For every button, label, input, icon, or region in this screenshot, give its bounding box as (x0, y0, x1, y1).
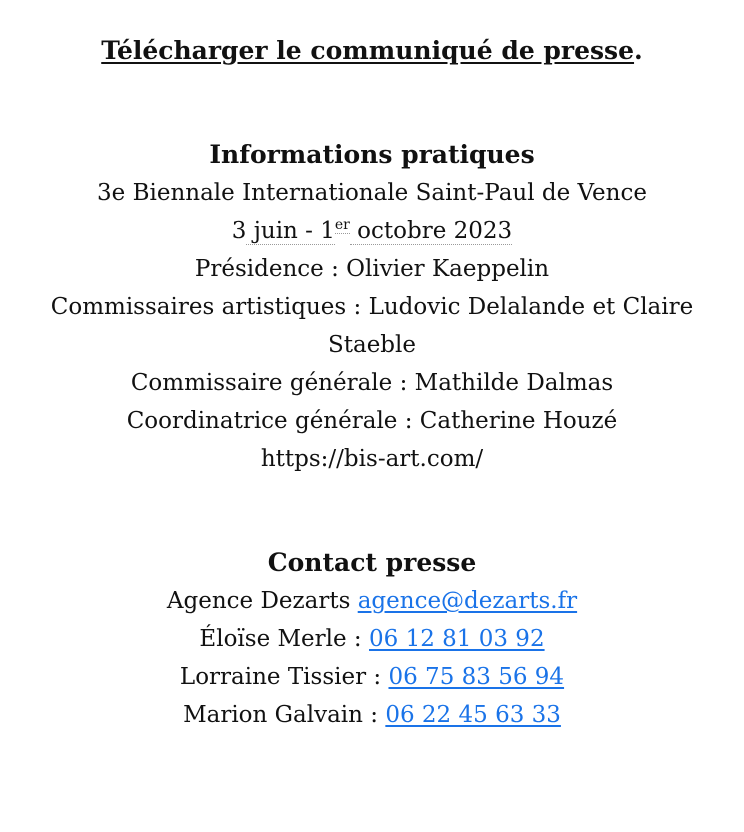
contact-phone-link[interactable]: 06 75 83 56 94 (388, 664, 565, 690)
contact-person-line (0, 696, 744, 734)
dates-middle: juin - 1 (246, 218, 335, 244)
website-line: https://bis-art.com/ (260, 446, 484, 472)
agency-email-link[interactable]: agence@dezarts.fr (357, 588, 578, 614)
edition-line: 3e Biennale Internationale Saint-Paul de Vence (97, 180, 647, 206)
download-line (0, 30, 744, 72)
agency-line (0, 582, 744, 620)
dates-ordinal: er (334, 217, 350, 234)
contact-person-line (0, 658, 744, 696)
curators-line: Commissaires artistiques : Ludovic Delalande et Claire Staeble (50, 294, 694, 358)
dates-start: 3 (231, 218, 247, 244)
contact-person-label: Lorraine Tissier : (179, 664, 389, 690)
download-press-release-link[interactable]: Télécharger le communiqué de presse (101, 36, 635, 65)
contact-person-line (0, 620, 744, 658)
press-contact-title: Contact presse (267, 548, 477, 577)
dates-line (0, 212, 744, 250)
coordinator-line: Coordinatrice générale : Catherine Houzé (126, 408, 618, 434)
practical-info-section (0, 136, 744, 478)
download-suffix: . (634, 36, 643, 65)
contact-phone-link[interactable]: 06 22 45 63 33 (385, 702, 561, 728)
practical-info-title: Informations pratiques (209, 140, 535, 169)
agency-label: Agence Dezarts (166, 588, 358, 614)
press-contact-section (0, 544, 744, 734)
contact-phone-link[interactable]: 06 12 81 03 92 (369, 626, 545, 652)
dates-end: octobre 2023 (349, 218, 513, 244)
general-curator-line: Commissaire générale : Mathilde Dalmas (130, 370, 614, 396)
contact-person-label: Éloïse Merle : (199, 626, 369, 652)
presidency-line: Présidence : Olivier Kaeppelin (194, 256, 550, 282)
contact-person-label: Marion Galvain : (183, 702, 386, 728)
